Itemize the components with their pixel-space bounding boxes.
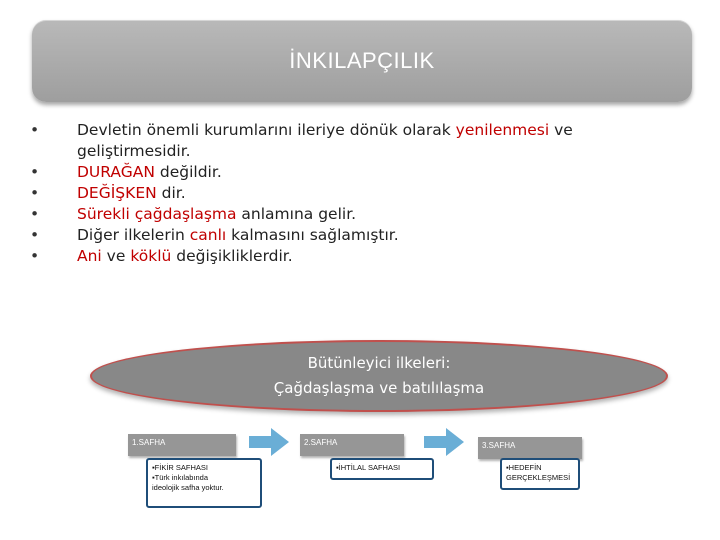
right-arrow-icon: [249, 428, 289, 456]
highlighted-text: DEĞİŞKEN: [77, 184, 157, 202]
phase-2-detail: [330, 458, 434, 480]
phase-1-detail-line: ideolojik safha yoktur.: [152, 483, 224, 492]
highlighted-text: yenilenmesi: [455, 121, 550, 139]
bullet-text: anlamına gelir.: [236, 205, 357, 223]
phase-1-detail-line: ▪Türk inkılabında: [152, 473, 209, 482]
phase-3-detail: [500, 458, 580, 490]
phase-2-detail-line: ▪İHTİLAL SAFHASI: [336, 463, 401, 472]
highlighted-text: DURAĞAN: [77, 163, 155, 181]
right-arrow-icon: [424, 428, 464, 456]
bullet-text: ve: [101, 247, 131, 265]
bullet-list: [30, 120, 670, 267]
phase-3-header: [478, 437, 582, 459]
slide-title: İNKILAPÇILIK: [289, 48, 435, 73]
bullet-text: ve geliştirmesidir.: [77, 121, 573, 160]
bullet-item: [30, 120, 670, 162]
highlighted-text: canlı: [189, 226, 227, 244]
bullet-item: [30, 246, 670, 267]
phase-1-detail: [146, 458, 262, 508]
bullet-text: dir.: [156, 184, 186, 202]
bullet-item: [30, 183, 670, 204]
ellipse-line-2: Çağdaşlaşma ve batılılaşma: [273, 379, 485, 397]
bullet-text: Devletin önemli kurumlarını ileriye dönük olarak: [77, 121, 456, 139]
phase-1-header: [128, 434, 236, 456]
phase-3-detail-line: GERÇEKLEŞMESİ: [506, 473, 571, 482]
phase-1-label: 1.SAFHA: [132, 438, 166, 447]
bullet-item: [30, 204, 670, 225]
principles-ellipse: [90, 340, 668, 412]
phase-3-label: 3.SAFHA: [482, 441, 516, 450]
phase-2-label: 2.SAFHA: [304, 438, 338, 447]
highlighted-text: Sürekli çağdaşlaşma: [77, 205, 237, 223]
bullet-text: Diğer ilkelerin: [77, 226, 190, 244]
highlighted-text: köklü: [130, 247, 172, 265]
ellipse-line-1: Bütünleyici ilkeleri:: [307, 354, 451, 372]
phase-1-detail-line: ▪FİKİR SAFHASI: [152, 463, 209, 472]
bullet-text: değişikliklerdir.: [171, 247, 293, 265]
phase-2-header: [300, 434, 404, 456]
highlighted-text: Ani: [77, 247, 102, 265]
bullet-text: değildir.: [154, 163, 222, 181]
bullet-item: [30, 225, 670, 246]
title-banner: [32, 20, 692, 102]
bullet-item: [30, 162, 670, 183]
bullet-text: kalmasını sağlamıştır.: [226, 226, 399, 244]
phase-3-detail-line: ▪HEDEFİN: [506, 463, 542, 472]
